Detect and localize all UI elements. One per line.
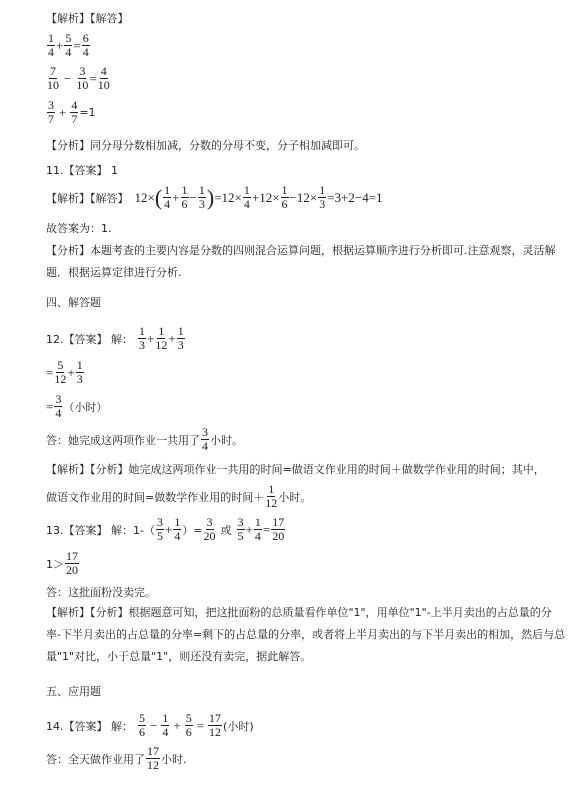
analysis-text: 小时。 [278, 490, 312, 504]
fraction: $\frac{1}{3}$ [76, 358, 83, 386]
fraction: $\frac{4}{10}$ [97, 64, 110, 92]
operator: − [64, 70, 72, 86]
expr: −12× [289, 189, 318, 205]
paren-open: ( [154, 184, 163, 210]
q11-analysis: 【分析】本题考查的主要内容是分数的四则混合运算问题，根据运算顺序进行分析即可.注意观察，灵活解题．根据运算定律进行分析. [46, 244, 556, 279]
fraction: $\frac{5}{4}$ [65, 31, 72, 59]
conclusion-text: 小时。 [210, 433, 243, 447]
result: =1 [79, 106, 96, 119]
operator: − [189, 189, 197, 205]
fraction: $\frac{17}{20}$ [66, 549, 78, 577]
conclusion-text: 小时. [161, 752, 187, 766]
operator: + [172, 189, 180, 205]
equals: = [196, 717, 205, 733]
answer-text: 14.【答案】 解： [46, 719, 133, 733]
equation-3 [46, 100, 96, 125]
q14-answer [46, 713, 254, 738]
fraction: $\frac{3}{5}$ [156, 515, 163, 543]
expr: +12× [251, 189, 280, 205]
fraction: $\frac{3}{20}$ [203, 515, 216, 543]
equation-1 [46, 33, 91, 58]
fraction: $\frac{1}{3}$ [139, 324, 145, 352]
operator: + [147, 330, 155, 346]
q13-analysis: 【解析】【分析】根据题意可知，把这批面粉的总质量看作单位"1"，用单位"1"-上半月卖出的占总量的分率-下半月卖出的占总量的分率=剩下的占总量的分率，或者将上半月卖出的与下半月卖出的相加，然后与总量"1"对比，小于总量"1"，则还没有卖完，据此解答。 [46, 606, 566, 663]
fraction: $\frac{5}{12}$ [54, 358, 67, 386]
unit: (小时) [223, 719, 254, 733]
fraction: $\frac{5}{6}$ [185, 711, 192, 739]
fraction: $\frac{1}{4}$ [162, 711, 169, 739]
conclusion-text: 答：这批面粉没卖完。 [46, 586, 156, 599]
paren-close: ) [206, 184, 215, 210]
operator: + [245, 521, 253, 537]
answer-text: 11.【答案】 1 [46, 164, 118, 177]
fraction: $\frac{7}{10}$ [47, 64, 59, 92]
section-4-heading [46, 294, 101, 310]
label-text: 【解析】【解答】 [46, 191, 129, 205]
q12-analysis [46, 461, 545, 477]
analysis-text: 【解析】【分析】她完成这两项作业一共用的时间=做语文作业用的时间＋做数学作业用的时间；其中， [46, 463, 545, 476]
fraction: $\frac{3}{7}$ [48, 98, 54, 126]
operator: + [173, 717, 181, 733]
conclusion-text: 答：全天做作业用了 [46, 752, 145, 766]
analysis-text: 【分析】同分母分数相加减，分数的分母不变，分子相加减即可。 [46, 139, 365, 152]
fraction: $\frac{6}{4}$ [82, 31, 89, 59]
operator: + [59, 104, 67, 120]
fraction: $\frac{1}{4}$ [243, 183, 250, 211]
or-text: 或 [220, 523, 232, 537]
section-title: 四、解答题 [46, 296, 101, 309]
q13-compare [46, 551, 80, 576]
compare-text: 1＞ [46, 557, 64, 571]
fraction: $\frac{1}{6}$ [181, 183, 188, 211]
fraction: $\frac{3}{10}$ [76, 64, 89, 92]
q14-conclusion [46, 746, 187, 771]
equals: = [73, 37, 81, 53]
q12-conclusion [46, 427, 243, 452]
unit: （小时） [63, 400, 108, 414]
analysis-1 [46, 137, 365, 153]
section-5-heading [46, 683, 101, 699]
expr: 12× [134, 189, 155, 205]
fraction: $\frac{1}{12}$ [265, 482, 278, 510]
answer-text: 12.【答案】 解： [46, 332, 133, 346]
equation-2 [46, 66, 111, 91]
fraction: $\frac{3}{4}$ [202, 425, 208, 453]
operator: + [67, 364, 75, 380]
q11-conclusion [46, 220, 112, 236]
equals: = [89, 70, 97, 86]
fraction: $\frac{1}{12}$ [155, 324, 168, 352]
operator: + [164, 521, 173, 537]
conclusion-text: 答：她完成这两项作业一共用了 [46, 433, 200, 447]
operator: + [56, 37, 64, 53]
fraction: $\frac{1}{3}$ [177, 324, 184, 352]
section-title: 五、应用题 [46, 685, 101, 698]
operator: + [168, 330, 176, 346]
fraction: $\frac{1}{3}$ [319, 183, 326, 211]
expr: ）= [182, 523, 203, 537]
q12-step-3 [46, 394, 107, 419]
analysis-text: 做语文作业用的时间=做数学作业用的时间＋ [46, 490, 265, 504]
equals: = [46, 364, 54, 380]
section-tag-line [46, 10, 129, 26]
equals: = [262, 521, 271, 537]
fraction: $\frac{1}{4}$ [174, 515, 181, 543]
q13-answer [46, 517, 286, 542]
fraction: $\frac{17}{20}$ [272, 515, 285, 543]
q12-step-2 [46, 360, 85, 385]
conclusion-text: 故答案为：1. [46, 222, 112, 235]
fraction: $\frac{3}{4}$ [55, 392, 62, 420]
fraction: $\frac{17}{12}$ [209, 711, 222, 739]
q12-analysis-2 [46, 484, 311, 509]
q11-answer [46, 162, 118, 178]
expr: =12× [214, 189, 242, 205]
fraction: $\frac{1}{4}$ [254, 515, 261, 543]
result: =3+2−4=1 [327, 189, 383, 205]
equals: = [46, 398, 54, 414]
tag-text: 【解析】【解答】 [46, 12, 129, 25]
fraction: $\frac{1}{4}$ [164, 183, 171, 211]
fraction: $\frac{1}{4}$ [48, 31, 54, 59]
fraction: $\frac{5}{6}$ [139, 711, 145, 739]
fraction: $\frac{3}{5}$ [237, 515, 244, 543]
fraction: $\frac{17}{12}$ [147, 744, 159, 772]
fraction: $\frac{1}{6}$ [281, 183, 288, 211]
answer-text: 13.【答案】 解：1-（ [46, 523, 155, 537]
fraction: $\frac{1}{3}$ [198, 183, 205, 211]
q11-solution [46, 185, 383, 210]
q12-answer [46, 326, 186, 351]
q13-conclusion [46, 584, 156, 600]
fraction: $\frac{4}{7}$ [71, 98, 78, 126]
operator: − [150, 717, 158, 733]
